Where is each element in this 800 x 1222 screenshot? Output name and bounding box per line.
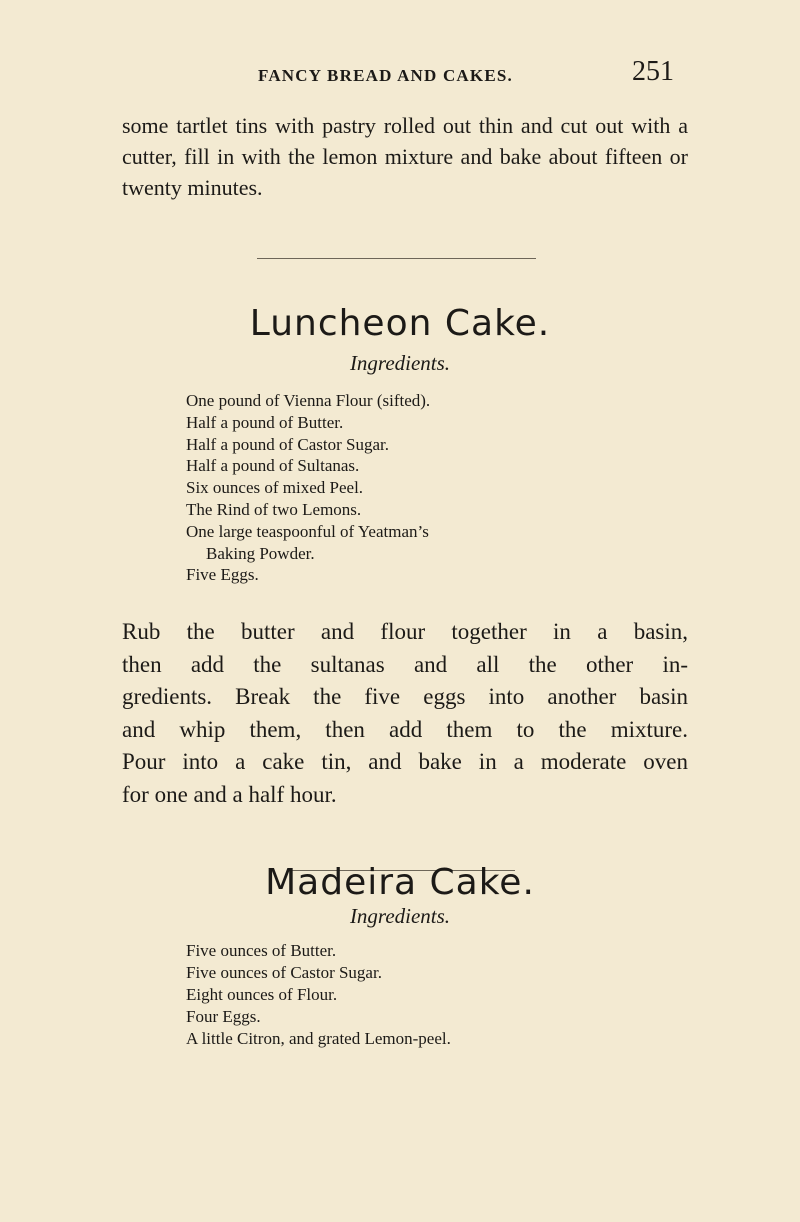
ingredient-item: Five ounces of Castor Sugar. <box>186 963 382 982</box>
ingredient-item: Half a pound of Castor Sugar. <box>186 434 390 454</box>
ingredient-item: The Rind of two Lemons. <box>186 499 362 519</box>
ingredient-list-madeira <box>186 940 451 1050</box>
method-line: gredients. Break the five eggs into another basin <box>122 684 688 709</box>
ingredient-item: Five ounces of Butter. <box>186 941 337 960</box>
ingredient-item: Six ounces of mixed Peel. <box>186 478 364 498</box>
method-line: for one and a half hour. <box>122 781 337 807</box>
recipe-title-madeira-cake <box>0 857 800 903</box>
ingredient-item-continuation: Baking Powder. <box>206 543 315 563</box>
method-paragraph-luncheon <box>122 616 688 811</box>
ingredient-item: A little Citron, and grated Lemon-peel. <box>186 1029 451 1048</box>
method-line: Pour into a cake tin, and bake in a moderate oven <box>122 749 688 774</box>
ingredients-heading-madeira: Ingredients. <box>349 904 451 928</box>
method-line: then add the sultanas and all the other in- <box>122 651 688 677</box>
ingredient-item: Five Eggs. <box>186 565 259 585</box>
page-number: 251 <box>632 56 674 87</box>
ingredient-item-text: One large teaspoonful of Yeatman’s <box>186 521 429 541</box>
intro-paragraph: some tartlet tins with pastry rolled out thin and cut out with a cutter, fill in with the lemon mixture and bake about fifteen or twenty minutes. <box>122 113 688 200</box>
ingredient-item: One pound of Vienna Flour (sifted). <box>186 391 431 410</box>
page-header <box>0 56 800 96</box>
method-line: and whip them, then add them to the mixture. <box>122 716 688 742</box>
method-line: Rub the butter and flour together in a basin, <box>122 619 688 644</box>
ingredient-item: Four Eggs. <box>186 1007 261 1026</box>
ingredient-item: Eight ounces of Flour. <box>186 985 338 1004</box>
ingredient-item: Half a pound of Sultanas. <box>186 456 360 476</box>
recipe-title-luncheon-cake: Luncheon Cake. <box>249 303 551 344</box>
ingredients-heading-luncheon: Ingredients. <box>349 351 451 375</box>
ingredient-list-luncheon <box>186 390 430 586</box>
ingredient-item <box>186 521 430 565</box>
recipe-title-text: Madeira Cake. <box>265 862 535 903</box>
ingredient-item: Half a pound of Butter. <box>186 412 344 432</box>
section-divider-rule <box>257 258 536 259</box>
running-title: FANCY BREAD AND CAKES. <box>258 66 513 85</box>
